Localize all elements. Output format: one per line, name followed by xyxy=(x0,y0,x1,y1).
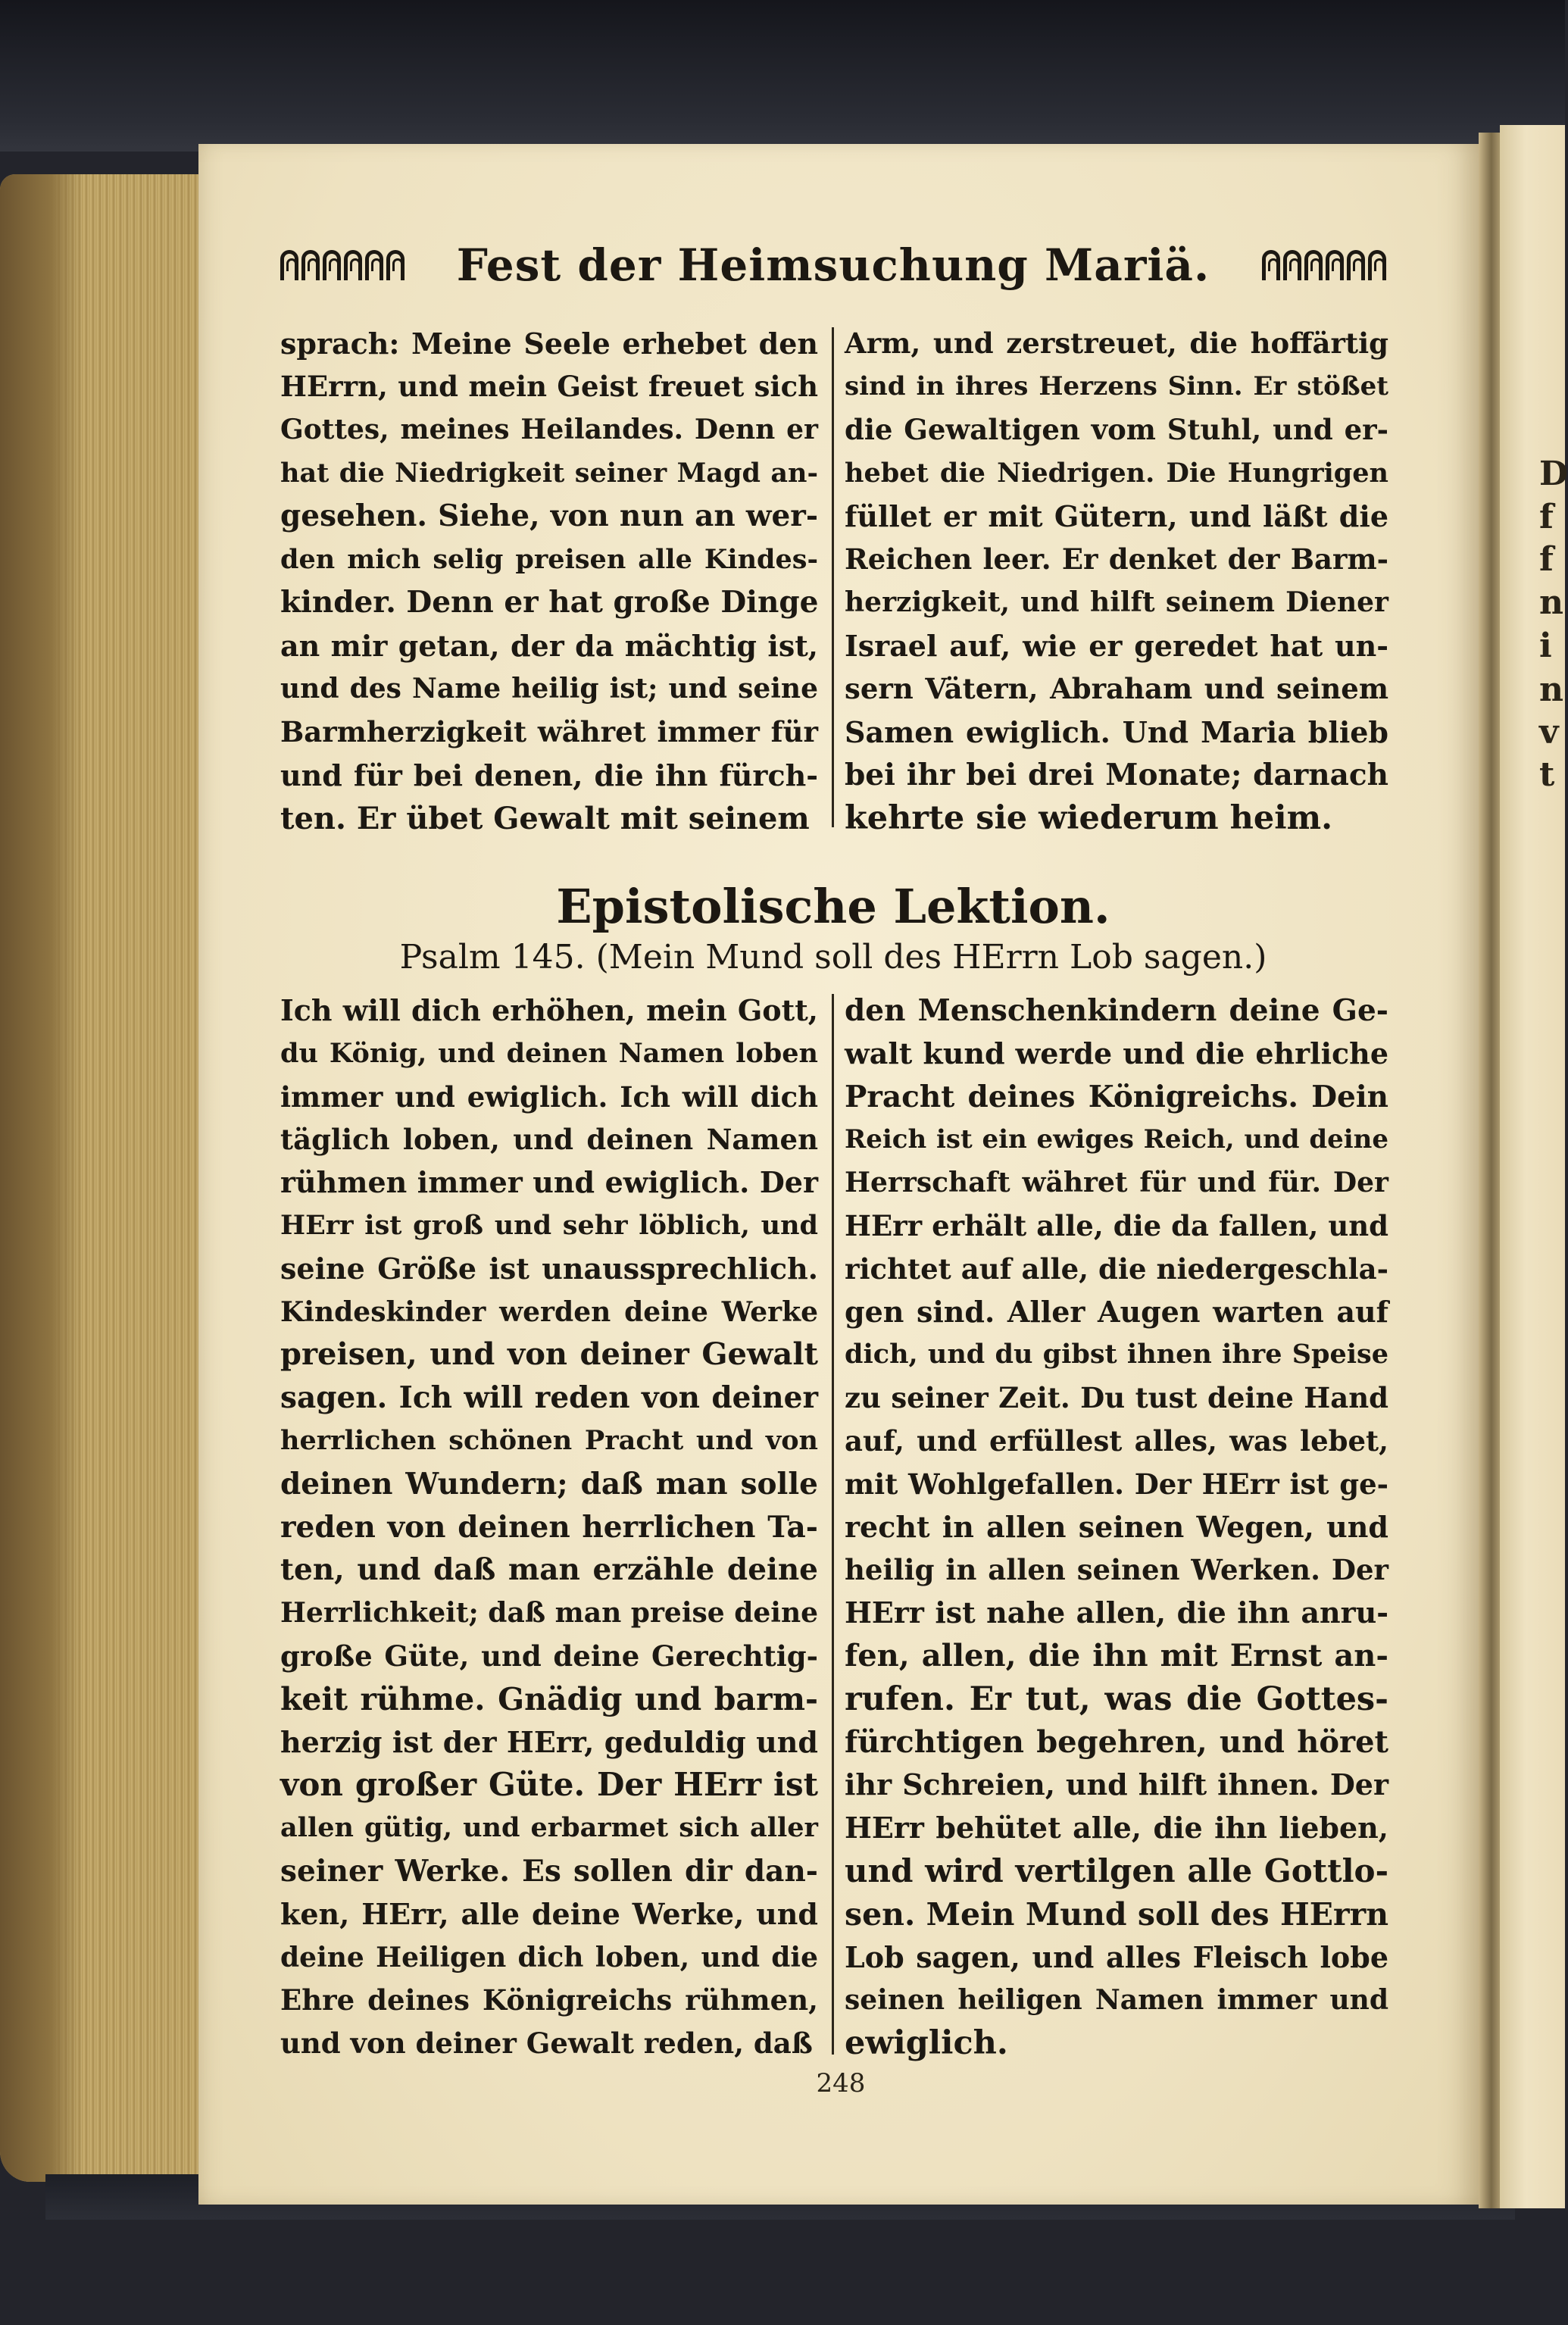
text-line: rufen. Er tut, was die Gottes- xyxy=(845,1680,1388,1718)
text-line: sprach: Meine Seele erhebet den xyxy=(280,327,818,361)
text-line: gen sind. Aller Augen warten auf xyxy=(845,1294,1388,1329)
text-line: richtet auf alle, die niedergeschla- xyxy=(845,1252,1388,1286)
ornament-arch-icon xyxy=(1283,250,1301,280)
running-header xyxy=(280,235,1386,295)
text-line: seine Größe ist unaussprechlich. xyxy=(280,1251,818,1286)
column-divider xyxy=(832,327,834,827)
text-line: walt kund werde und die ehrliche xyxy=(845,1036,1388,1070)
text-line: keit rühme. Gnädig und barm- xyxy=(280,1680,818,1717)
text-line: Reich ist ein ewiges Reich, und deine xyxy=(845,1124,1388,1155)
ornament-arch-icon xyxy=(365,250,383,280)
text-line: hebet die Niedrigen. Die Hungrigen xyxy=(845,458,1388,489)
ornament-arch-icon xyxy=(280,250,298,280)
text-line: Ehre deines Königreichs rühmen, xyxy=(280,1983,818,2017)
gospel-left-column xyxy=(280,322,818,840)
next-page-fragment: i xyxy=(1539,627,1552,665)
next-page-fragment: n xyxy=(1539,670,1563,709)
text-line: Ich will dich erhöhen, mein Gott, xyxy=(280,993,818,1027)
text-line: deinen Wundern; daß man solle xyxy=(280,1466,818,1502)
text-line: ewiglich. xyxy=(845,2024,1008,2063)
text-line: an mir getan, der da mächtig ist, xyxy=(280,629,818,663)
text-line: Barmherzigkeit währet immer für xyxy=(280,715,818,748)
text-line: HErr ist nahe allen, die ihn anru- xyxy=(845,1595,1388,1630)
text-line: füllet er mit Gütern, und läßt die xyxy=(845,499,1388,533)
text-line: ten, und daß man erzähle deine xyxy=(280,1552,818,1588)
text-line: kinder. Denn er hat große Dinge xyxy=(280,585,819,620)
text-line: immer und ewiglich. Ich will dich xyxy=(280,1080,818,1114)
ornament-arch-icon xyxy=(344,250,362,280)
text-line: heilig in allen seinen Werken. Der xyxy=(845,1553,1388,1587)
text-line: deine Heiligen dich loben, und die xyxy=(280,1941,818,1973)
text-line: zu seiner Zeit. Du tust deine Hand xyxy=(845,1381,1388,1415)
next-page-fragment: D xyxy=(1539,455,1568,493)
ornament-arch-icon xyxy=(386,250,404,280)
text-line: fen, allen, die ihn mit Ernst an- xyxy=(845,1637,1388,1673)
text-line: den Menschenkindern deine Ge- xyxy=(845,993,1388,1028)
text-line: den mich selig preisen alle Kindes- xyxy=(280,544,818,575)
header-title: Fest der Heimsuchung Mariä. xyxy=(456,239,1210,291)
text-line: und von deiner Gewalt reden, daß xyxy=(280,2027,813,2061)
text-line: bei ihr bei drei Monate; darnach xyxy=(845,758,1388,792)
book-edge-shadow xyxy=(0,174,83,2182)
text-line: von großer Güte. Der HErr ist xyxy=(280,1766,818,1804)
epistle-right-column xyxy=(845,989,1388,2065)
text-line: große Güte, und deine Gerechtig- xyxy=(280,1639,818,1673)
text-line: und des Name heilig ist; und seine xyxy=(280,673,818,705)
book-gutter xyxy=(1479,133,1500,2208)
text-line: HErr erhält alle, die da fallen, und xyxy=(845,1208,1388,1242)
text-line: gesehen. Siehe, von nun an wer- xyxy=(280,498,818,533)
text-line: seiner Werke. Es sollen dir dan- xyxy=(280,1853,818,1889)
text-line: herzig ist der HErr, geduldig und xyxy=(280,1724,818,1759)
text-line: Arm, und zerstreuet, die hoffärtig xyxy=(845,327,1388,360)
text-line: Kindeskinder werden deine Werke xyxy=(280,1295,818,1328)
text-line: herrlichen schönen Pracht und von xyxy=(280,1424,818,1456)
text-line: preisen, und von deiner Gewalt xyxy=(280,1336,818,1373)
text-line: allen gütig, und erbarmet sich aller xyxy=(280,1812,818,1844)
page-number: 248 xyxy=(816,2068,866,2098)
text-line: rühmen immer und ewiglich. Der xyxy=(280,1165,818,1200)
next-page-fragment: n xyxy=(1539,583,1563,622)
text-line: mit Wohlgefallen. Der HErr ist ge- xyxy=(845,1467,1388,1501)
ornament-arch-icon xyxy=(323,250,341,280)
text-line: und für bei denen, die ihn fürch- xyxy=(280,758,818,792)
text-line: HErr ist groß und sehr löblich, und xyxy=(280,1209,818,1241)
text-line: Gottes, meines Heilandes. Denn er xyxy=(280,414,818,445)
ornament-arch-icon xyxy=(1262,250,1280,280)
ornament-arch-icon xyxy=(1326,250,1344,280)
column-divider xyxy=(832,994,834,2055)
text-line: auf, und erfüllest alles, was lebet, xyxy=(845,1423,1388,1458)
section-title: Epistolische Lektion. xyxy=(556,879,1110,934)
epistle-left-column xyxy=(280,989,818,2065)
section-subtitle: Psalm 145. (Mein Mund soll des HErrn Lob sagen.) xyxy=(399,938,1267,977)
text-line: die Gewaltigen vom Stuhl, und er- xyxy=(845,413,1388,446)
text-line: reden von deinen herrlichen Ta- xyxy=(280,1509,818,1545)
ornament-arch-icon xyxy=(1347,250,1365,280)
next-page-fragment: v xyxy=(1539,713,1559,752)
text-line: sern Vätern, Abraham und seinem xyxy=(845,672,1388,705)
header-ornament-right xyxy=(1262,250,1386,280)
ornament-arch-icon xyxy=(1368,250,1386,280)
ornament-arch-icon xyxy=(301,250,320,280)
next-page-fragment: f xyxy=(1539,498,1554,536)
text-line: sind in ihres Herzens Sinn. Er stößet xyxy=(845,371,1388,402)
text-line: herzigkeit, und hilft seinem Diener xyxy=(845,586,1388,618)
text-line: täglich loben, und deinen Namen xyxy=(280,1123,818,1157)
next-page-fragment: f xyxy=(1539,540,1554,579)
text-line: Pracht deines Königreichs. Dein xyxy=(845,1079,1388,1114)
text-line: ihr Schreien, und hilft ihnen. Der xyxy=(845,1767,1388,1802)
next-page-fragment: t xyxy=(1539,755,1555,794)
text-line: und wird vertilgen alle Gottlo- xyxy=(845,1852,1388,1889)
text-line: ten. Er übet Gewalt mit seinem xyxy=(280,801,810,836)
text-line: ken, HErr, alle deine Werke, und xyxy=(280,1896,818,1931)
text-line: Israel auf, wie er geredet hat un- xyxy=(845,629,1388,663)
text-line: seinen heiligen Namen immer und xyxy=(845,1984,1388,2017)
next-page-edge xyxy=(1500,125,1568,2208)
text-line: kehrte sie wiederum heim. xyxy=(845,799,1333,837)
text-line: fürchtigen begehren, und höret xyxy=(845,1723,1388,1760)
text-line: Reichen leer. Er denket der Barm- xyxy=(845,542,1388,576)
gospel-right-column xyxy=(845,322,1388,840)
text-line: Lob sagen, und alles Fleisch lobe xyxy=(845,1939,1388,1974)
text-line: hat die Niedrigkeit seiner Magd an- xyxy=(280,458,818,489)
text-line: sen. Mein Mund soll des HErrn xyxy=(845,1895,1388,1933)
text-line: Samen ewiglich. Und Maria blieb xyxy=(845,715,1388,749)
text-line: Herrlichkeit; daß man preise deine xyxy=(280,1597,819,1630)
book-cover-top xyxy=(0,0,1565,152)
text-line: Herrschaft währet für und für. Der xyxy=(845,1167,1388,1199)
header-ornament-left xyxy=(280,250,404,280)
text-line: recht in allen seinen Wegen, und xyxy=(845,1509,1388,1544)
text-line: HErr behütet alle, die ihn lieben, xyxy=(845,1811,1388,1845)
text-line: sagen. Ich will reden von deiner xyxy=(280,1380,818,1416)
ornament-arch-icon xyxy=(1304,250,1323,280)
text-line: dich, und du gibst ihnen ihre Speise xyxy=(845,1339,1388,1370)
text-line: du König, und deinen Namen loben xyxy=(280,1037,818,1069)
text-line: HErrn, und mein Geist freuet sich xyxy=(280,370,818,403)
